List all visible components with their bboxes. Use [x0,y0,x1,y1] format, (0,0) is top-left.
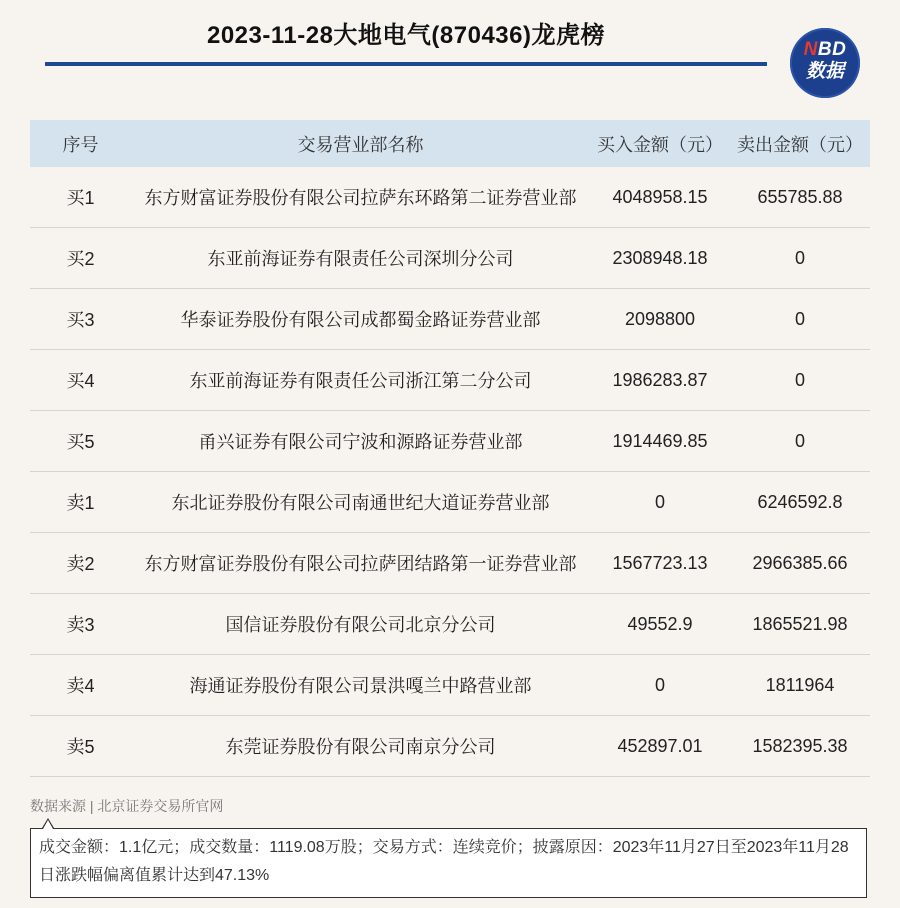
trade-summary-note: 成交金额：1.1亿元；成交数量：1119.08万股；交易方式：连续竞价；披露原因：2023年11月27日至2023年11月28日涨跌幅偏离值累计达到47.13% [30,828,867,898]
cell-buy-amount: 4048958.15 [590,167,730,228]
column-header-buy-amount: 买入金额（元） [590,120,730,167]
table-header-row [30,120,870,167]
cell-sell-amount: 0 [730,350,870,411]
cell-sell-amount: 0 [730,289,870,350]
cell-sell-amount: 1811964 [730,655,870,716]
dragon-tiger-table [30,120,870,777]
cell-rank: 买1 [30,167,131,228]
table-row [30,289,870,350]
cell-rank: 卖5 [30,716,131,777]
cell-buy-amount: 1914469.85 [590,411,730,472]
table-row [30,472,870,533]
logo-line-1 [790,39,860,61]
table-row [30,228,870,289]
cell-branch-name: 东莞证券股份有限公司南京分公司 [131,716,590,777]
cell-branch-name: 海通证券股份有限公司景洪嘎兰中路营业部 [131,655,590,716]
cell-branch-name: 东亚前海证券有限责任公司深圳分公司 [131,228,590,289]
logo-letter-n: N [803,39,818,60]
table-row [30,167,870,228]
column-header-sell-amount: 卖出金额（元） [730,120,870,167]
cell-rank: 买4 [30,350,131,411]
cell-sell-amount: 6246592.8 [730,472,870,533]
logo-letters-bd: BD [817,39,847,60]
column-header-rank: 序号 [30,120,131,167]
cell-branch-name: 东北证券股份有限公司南通世纪大道证券营业部 [131,472,590,533]
cell-sell-amount: 2966385.66 [730,533,870,594]
title-underline [45,62,767,66]
cell-sell-amount: 1865521.98 [730,594,870,655]
logo-line-2: 数据 [805,61,844,82]
table-row [30,411,870,472]
cell-rank: 买5 [30,411,131,472]
cell-rank: 买3 [30,289,131,350]
table-row [30,716,870,777]
cell-rank: 卖2 [30,533,131,594]
cell-rank: 买2 [30,228,131,289]
column-header-branch-name: 交易营业部名称 [131,120,590,167]
cell-buy-amount: 452897.01 [590,716,730,777]
table-row [30,350,870,411]
page-title: 2023-11-28大地电气(870436)龙虎榜 [206,22,605,49]
cell-buy-amount: 2308948.18 [590,228,730,289]
cell-branch-name: 国信证券股份有限公司北京分公司 [131,594,590,655]
note-pointer-arrow-fill [43,820,53,829]
cell-rank: 卖1 [30,472,131,533]
table-row [30,594,870,655]
nbd-data-logo [790,28,860,98]
cell-buy-amount: 1986283.87 [590,350,730,411]
cell-branch-name: 甬兴证券有限公司宁波和源路证券营业部 [131,411,590,472]
table-row [30,655,870,716]
cell-buy-amount: 0 [590,472,730,533]
cell-branch-name: 华泰证券股份有限公司成都蜀金路证券营业部 [131,289,590,350]
cell-buy-amount: 49552.9 [590,594,730,655]
cell-buy-amount: 1567723.13 [590,533,730,594]
cell-sell-amount: 655785.88 [730,167,870,228]
cell-rank: 卖4 [30,655,131,716]
cell-sell-amount: 1582395.38 [730,716,870,777]
data-source-label: 数据来源 | 北京证券交易所官网 [30,798,224,814]
cell-branch-name: 东方财富证券股份有限公司拉萨东环路第二证券营业部 [131,167,590,228]
cell-branch-name: 东方财富证券股份有限公司拉萨团结路第一证券营业部 [131,533,590,594]
cell-buy-amount: 2098800 [590,289,730,350]
cell-rank: 卖3 [30,594,131,655]
table-row [30,533,870,594]
cell-sell-amount: 0 [730,228,870,289]
cell-buy-amount: 0 [590,655,730,716]
cell-sell-amount: 0 [730,411,870,472]
cell-branch-name: 东亚前海证券有限责任公司浙江第二分公司 [131,350,590,411]
